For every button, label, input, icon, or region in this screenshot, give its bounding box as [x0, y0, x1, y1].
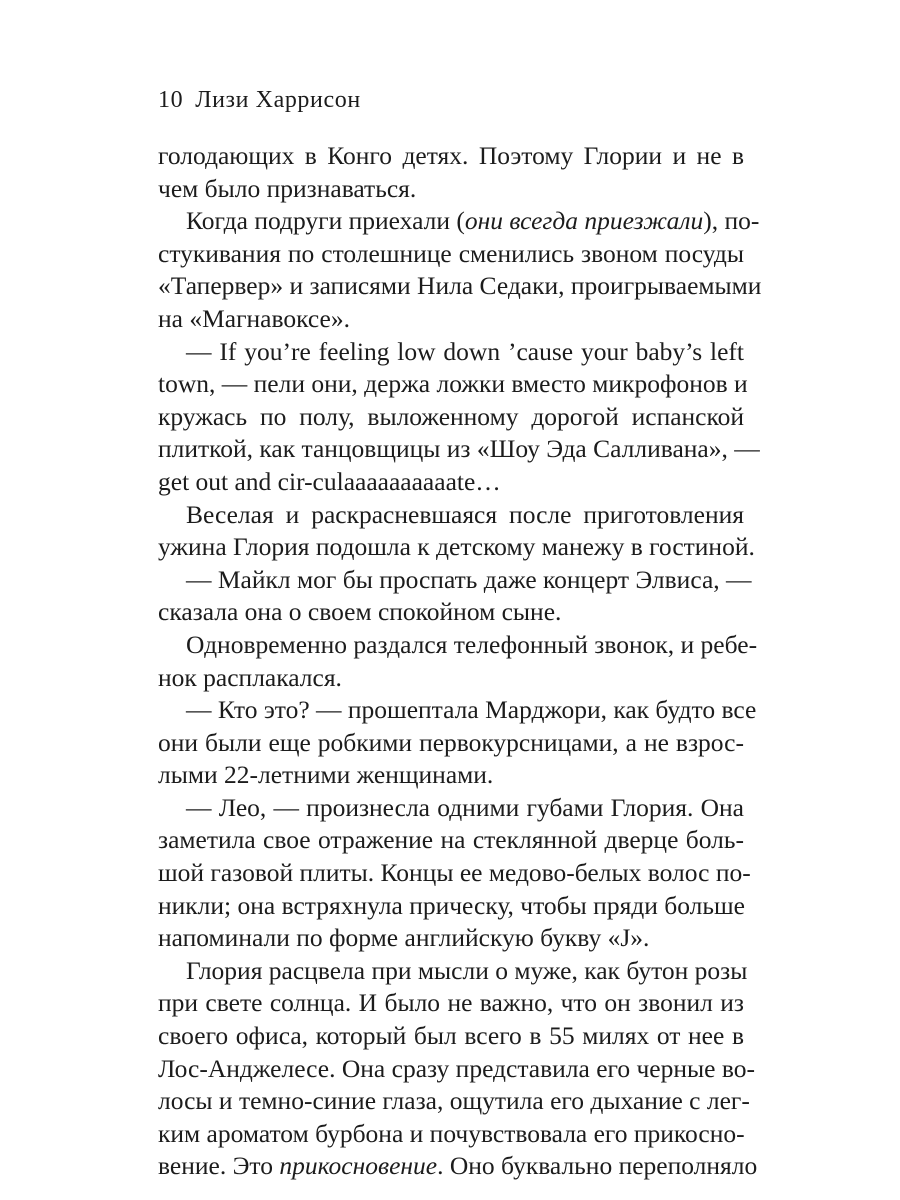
text-line: town, — пели они, держа ложки вместо микрофонов и	[158, 369, 748, 399]
text-line: Одновременно раздался телефонный звонок, и ребе-	[186, 629, 758, 659]
text-line: ким ароматом бурбона и почувствовала его прикосно-	[158, 1118, 745, 1148]
text-line: никли; она встряхнула прическу, чтобы пряди больше	[158, 890, 745, 920]
text-line: напоминали по форме английскую букву «J».	[158, 923, 650, 953]
text-line: Когда подруги приехали (они всегда приезжали), по-	[186, 206, 760, 236]
text-line: стукивания по столешнице сменились звоном посуды	[158, 238, 744, 268]
text-line: ужина Глория подошла к детскому манежу в гостиной.	[158, 532, 755, 562]
text-line: заметила свое отражение на стеклянной дверце боль-	[158, 825, 744, 855]
text-line: они были еще робкими первокурсницами, а не взрос-	[158, 727, 744, 757]
text-line: вение. Это прикосновение. Оно буквально переполняло	[158, 1151, 758, 1181]
text-line: нок расплакался.	[158, 662, 342, 692]
text-line: — Кто это? — прошептала Марджори, как будто все	[186, 695, 757, 725]
text-line: лыми 22-летними женщинами.	[158, 760, 494, 790]
text-line: чем было признаваться.	[158, 173, 417, 203]
text-line: «Тапервер» и записями Нила Седаки, проигрываемыми	[158, 271, 762, 301]
text-line: на «Магнавоксе».	[158, 303, 350, 333]
text-line: лосы и темно-синие глаза, ощутила его дыхание с лег-	[158, 1086, 750, 1116]
running-head	[158, 84, 361, 116]
text-line: Лос-Анджелесе. Она сразу представила его черные во-	[158, 1053, 755, 1083]
body-text	[158, 140, 762, 1183]
text-line: — If you’re feeling low down ’cause your baby’s left	[186, 336, 744, 366]
text-line: Глория расцвела при мысли о муже, как бутон розы	[186, 955, 748, 985]
text-line: get out and cir-culaaaaaaaaaate…	[158, 466, 501, 496]
text-line: своего офиса, который был всего в 55 милях от нее в	[158, 1021, 744, 1051]
text-line: плиткой, как танцовщицы из «Шоу Эда Салливана», —	[158, 434, 760, 464]
text-line: — Майкл мог бы проспать даже концерт Элвиса, —	[186, 564, 752, 594]
text-line: голодающих в Конго детях. Поэтому Глории и не в	[158, 141, 744, 170]
text-line: — Лео, — произнесла одними губами Глория. Она	[186, 792, 744, 822]
text-line: кружась по полу, выложенному дорогой испанской	[158, 401, 744, 431]
italic-word: прикосновение	[279, 1151, 438, 1181]
running-head-author: Лизи Харрисон	[195, 87, 361, 113]
text-line: шой газовой плиты. Концы ее медово-белых волос по-	[158, 858, 751, 888]
text-line: при свете солнца. И было не важно, что он звонил из	[158, 988, 744, 1018]
text-line: сказала она о своем спокойном сыне.	[158, 597, 562, 627]
page-number: 10	[158, 87, 184, 113]
text-line: Веселая и раскрасневшаяся после приготовления	[186, 499, 744, 529]
italic-phrase: они всегда приезжали	[464, 206, 704, 236]
